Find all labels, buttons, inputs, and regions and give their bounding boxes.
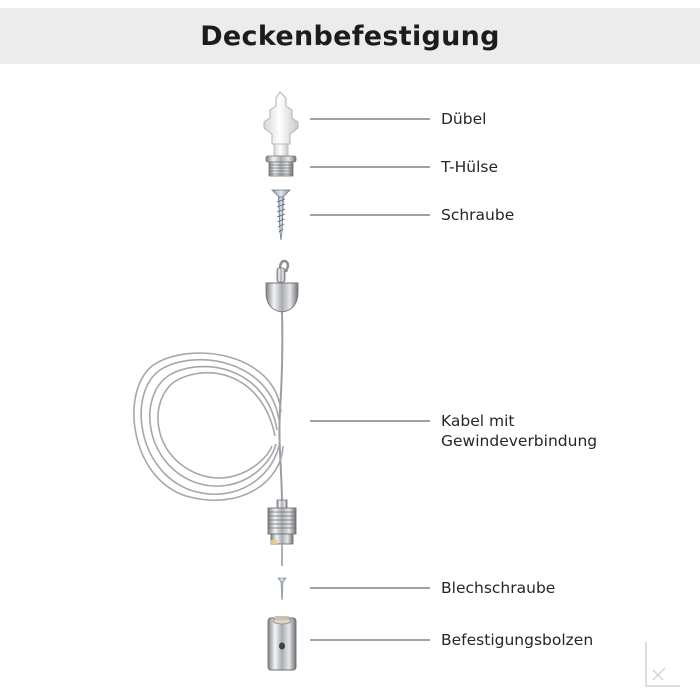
fixing-bolt-icon	[268, 616, 296, 670]
label-wall-plug: Dübel	[441, 110, 487, 128]
cable-with-thread-icon	[134, 261, 298, 566]
label-fixing-bolt: Befestigungsbolzen	[441, 631, 594, 649]
label-t-sleeve: T-Hülse	[441, 158, 499, 176]
page-title: Deckenbefestigung	[200, 20, 500, 52]
t-sleeve-icon	[266, 156, 296, 176]
label-cable-line2: Gewindeverbindung	[441, 432, 598, 450]
screw-icon	[272, 190, 290, 240]
sheet-metal-screw-icon	[278, 578, 286, 600]
label-cable-line1: Kabel mit	[441, 412, 515, 430]
wall-plug-icon	[264, 92, 298, 158]
label-screw: Schraube	[441, 206, 515, 224]
brand-logo-icon	[643, 640, 683, 690]
label-sheet-metal-screw: Blechschraube	[441, 579, 556, 597]
